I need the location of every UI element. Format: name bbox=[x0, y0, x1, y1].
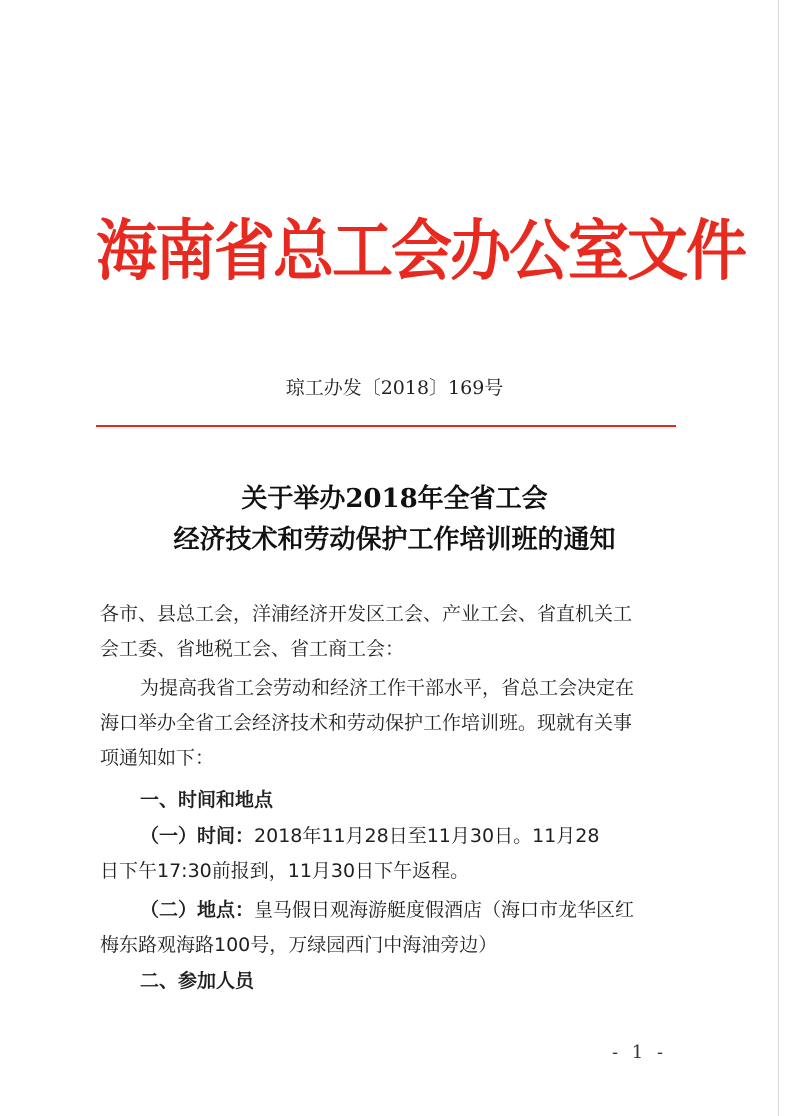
place-text: 皇马假日观海游艇度假酒店（海口市龙华区红 bbox=[254, 899, 635, 921]
section-heading-participants: 二、参加人员 bbox=[140, 970, 255, 992]
section-heading-time-place: 一、时间和地点 bbox=[140, 789, 274, 811]
recipients-line-1: 各市、县总工会，洋浦经济开发区工会、产业工会、省直机关工 bbox=[100, 603, 633, 625]
place-line-2: 梅东路观海路100号，万绿园西门中海油旁边） bbox=[100, 934, 498, 956]
intro-line-1: 为提高我省工会劳动和经济工作干部水平，省总工会决定在 bbox=[140, 677, 635, 699]
page-number: - 1 - bbox=[612, 1042, 668, 1063]
notice-title-line-1: 关于举办2018年全省工会 bbox=[241, 484, 548, 514]
intro-line-3: 项通知如下： bbox=[100, 747, 215, 769]
masthead-title: 海南省总工会办公室文件 bbox=[96, 213, 746, 290]
document-number: 琼工办发〔2018〕169号 bbox=[285, 377, 504, 399]
recipients-line-2: 会工委、省地税工会、省工商工会： bbox=[100, 638, 405, 660]
notice-title-line-2: 经济技术和劳动保护工作培训班的通知 bbox=[173, 525, 616, 555]
time-text: 2018年11月28日至11月30日。11月28 bbox=[254, 825, 600, 847]
time-label: （一）时间： bbox=[140, 825, 255, 847]
time-line-2: 日下午17:30前报到，11月30日下午返程。 bbox=[100, 860, 470, 882]
page-edge-line bbox=[778, 0, 779, 1116]
place-label: （二）地点： bbox=[140, 899, 255, 921]
red-divider-line bbox=[96, 425, 676, 427]
time-line-1 bbox=[140, 819, 740, 854]
intro-line-2: 海口举办全省工会经济技术和劳动保护工作培训班。现就有关事 bbox=[100, 712, 633, 734]
place-line-1 bbox=[140, 893, 740, 928]
